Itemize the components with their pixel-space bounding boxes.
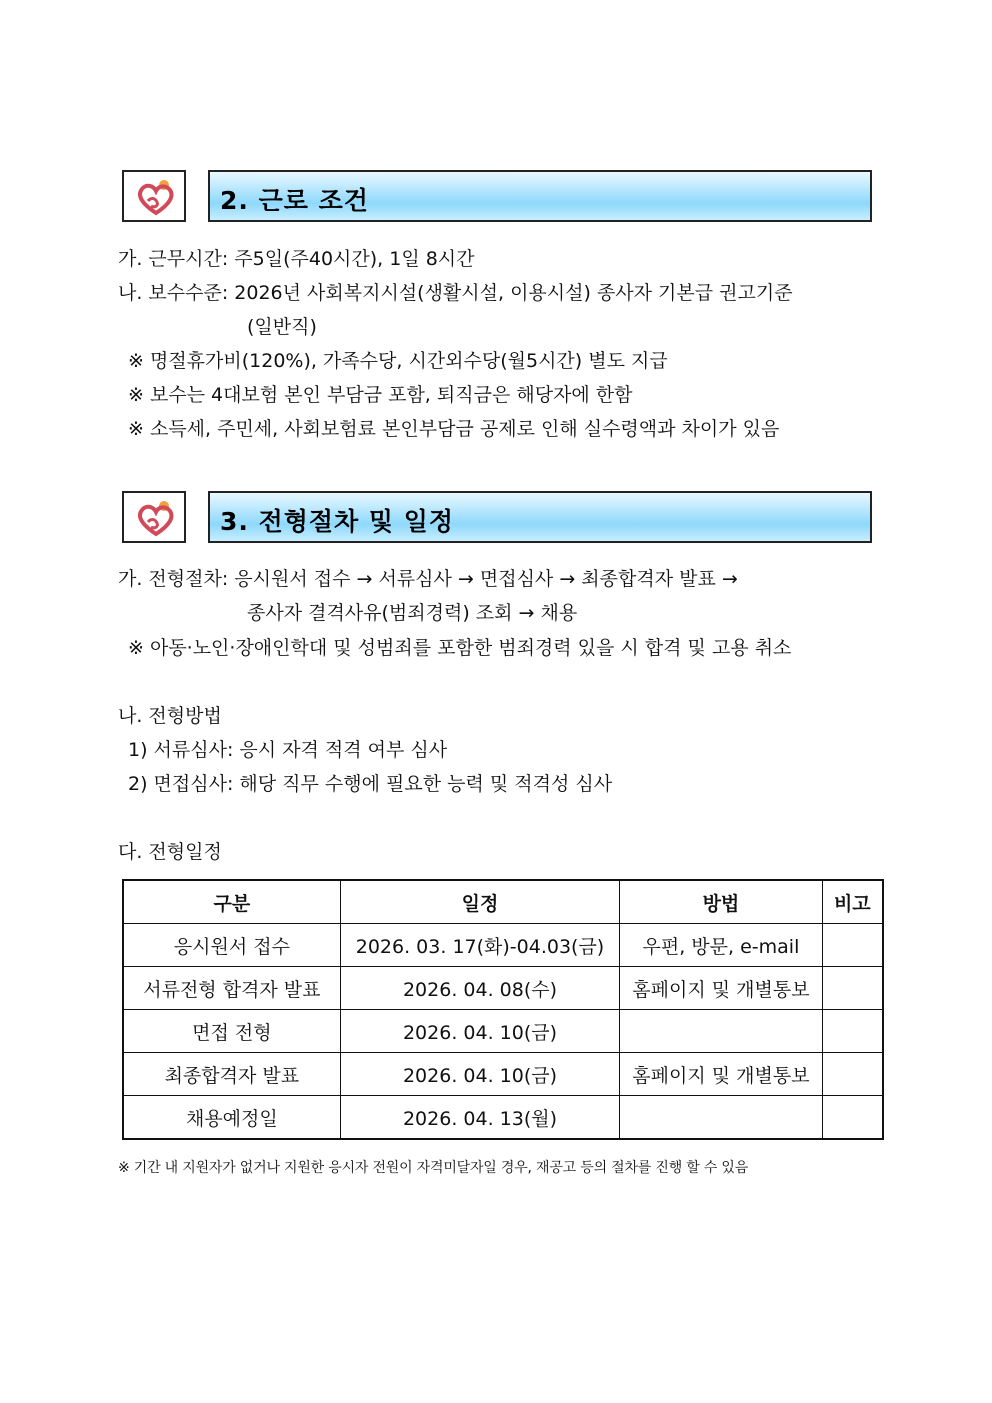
table-row bbox=[123, 1096, 883, 1140]
cell-method: 홈페이지 및 개별통보 bbox=[620, 967, 822, 1010]
header-category: 구분 bbox=[123, 880, 340, 924]
section-3-title: 3. 전형절차 및 일정 bbox=[220, 507, 455, 536]
section-3-header bbox=[122, 491, 874, 543]
cell-date: 2026. 04. 13(월) bbox=[340, 1096, 620, 1140]
section-2-title: 2. 근로 조건 bbox=[220, 186, 369, 215]
salary-line: 나. 보수수준: 2026년 사회복지시설(생활시설, 이용시설) 종사자 기본급 권고기준 bbox=[118, 282, 793, 304]
note-line: ※ 보수는 4대보험 본인 부담금 포함, 퇴직금은 해당자에 한함 bbox=[128, 384, 633, 406]
cell-method: 홈페이지 및 개별통보 bbox=[620, 1053, 822, 1096]
cell-note bbox=[822, 967, 883, 1010]
cell-category: 최종합격자 발표 bbox=[123, 1053, 340, 1096]
cell-method: 우편, 방문, e-mail bbox=[620, 924, 822, 967]
cell-note bbox=[822, 924, 883, 967]
cell-date: 2026. 04. 08(수) bbox=[340, 967, 620, 1010]
cell-date: 2026. 04. 10(금) bbox=[340, 1010, 620, 1053]
procedure-line: 가. 전형절차: 응시원서 접수 → 서류심사 → 면접심사 → 최종합격자 발표 → bbox=[118, 568, 738, 590]
table-row bbox=[123, 924, 883, 967]
cell-date: 2026. 04. 10(금) bbox=[340, 1053, 620, 1096]
procedure-line-cont: 종사자 결격사유(범죄경력) 조회 → 채용 bbox=[247, 602, 578, 624]
note-line: ※ 소득세, 주민세, 사회보험료 본인부담금 공제로 인해 실수령액과 차이가 있음 bbox=[128, 418, 780, 440]
header-date: 일정 bbox=[340, 880, 620, 924]
table-header-row bbox=[123, 880, 883, 924]
schedule-table bbox=[122, 879, 884, 1140]
header-method: 방법 bbox=[620, 880, 822, 924]
method-item: 1) 서류심사: 응시 자격 적격 여부 심사 bbox=[128, 739, 448, 761]
salary-line-cont: (일반직) bbox=[247, 316, 317, 338]
cell-category: 면접 전형 bbox=[123, 1010, 340, 1053]
method-item: 2) 면접심사: 해당 직무 수행에 필요한 능력 및 적격성 심사 bbox=[128, 773, 613, 795]
cell-method bbox=[620, 1010, 822, 1053]
table-row bbox=[123, 1053, 883, 1096]
section-3-title-bar bbox=[208, 491, 872, 543]
footnote: ※ 기간 내 지원자가 없거나 지원한 응시자 전원이 자격미달자일 경우, 재공고 등의 절차를 진행 할 수 있음 bbox=[118, 1160, 749, 1176]
header-note: 비고 bbox=[822, 880, 883, 924]
schedule-title: 다. 전형일정 bbox=[118, 841, 222, 863]
table-row bbox=[123, 967, 883, 1010]
heart-logo-icon bbox=[122, 491, 186, 543]
work-hours-line: 가. 근무시간: 주5일(주40시간), 1일 8시간 bbox=[118, 248, 475, 270]
cell-note bbox=[822, 1010, 883, 1053]
section-2-title-bar bbox=[208, 170, 872, 222]
procedure-note: ※ 아동·노인·장애인학대 및 성범죄를 포함한 범죄경력 있을 시 합격 및 고용 취소 bbox=[128, 637, 792, 659]
note-line: ※ 명절휴가비(120%), 가족수당, 시간외수당(월5시간) 별도 지급 bbox=[128, 350, 668, 372]
cell-category: 서류전형 합격자 발표 bbox=[123, 967, 340, 1010]
cell-note bbox=[822, 1096, 883, 1140]
cell-note bbox=[822, 1053, 883, 1096]
method-title: 나. 전형방법 bbox=[118, 705, 222, 727]
section-2-header bbox=[122, 170, 874, 222]
cell-category: 응시원서 접수 bbox=[123, 924, 340, 967]
cell-method bbox=[620, 1096, 822, 1140]
cell-category: 채용예정일 bbox=[123, 1096, 340, 1140]
cell-date: 2026. 03. 17(화)-04.03(금) bbox=[340, 924, 620, 967]
table-row bbox=[123, 1010, 883, 1053]
heart-logo-icon bbox=[122, 170, 186, 222]
